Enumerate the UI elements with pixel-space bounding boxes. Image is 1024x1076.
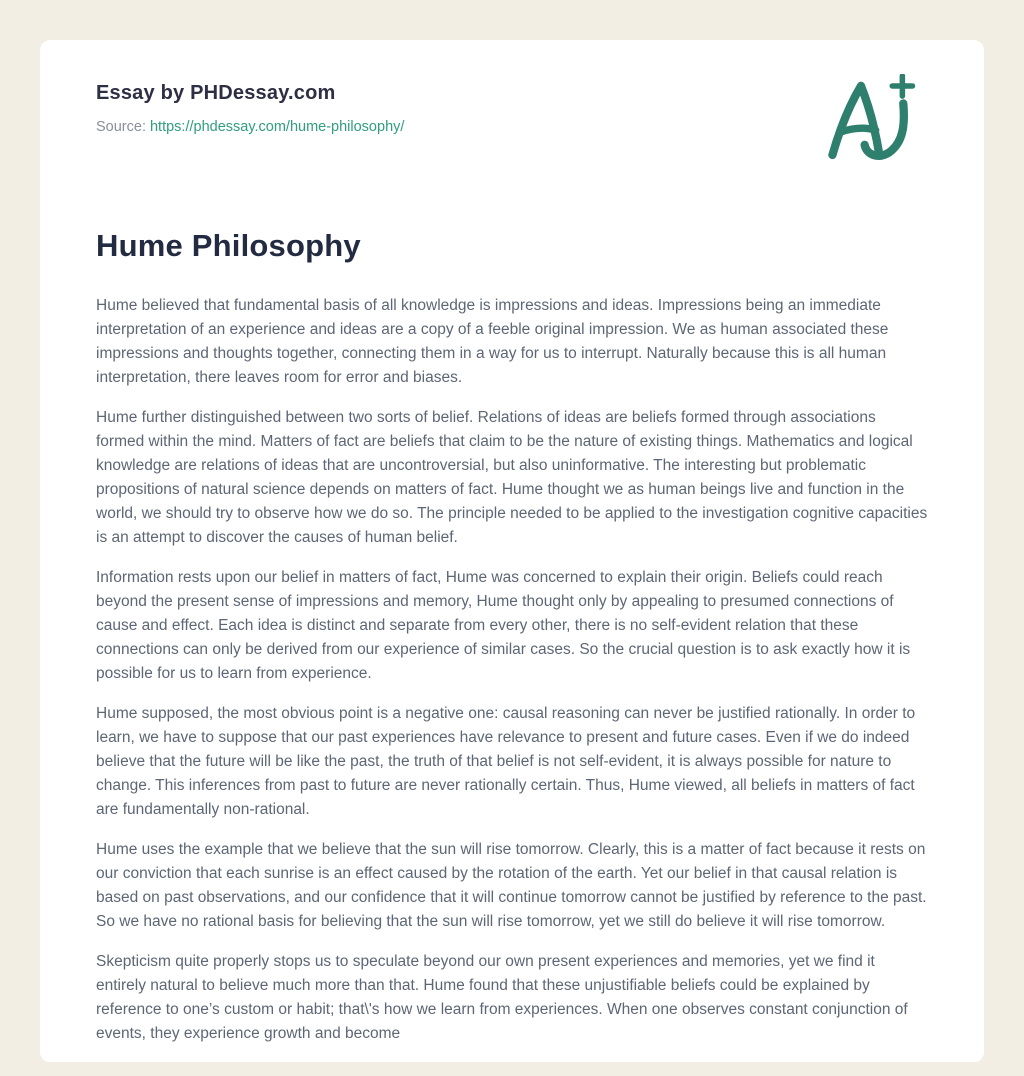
phdessay-aj-logo-icon: [820, 74, 924, 166]
card-header: [96, 82, 928, 166]
essay-title: Hume Philosophy: [96, 228, 361, 263]
essay-body: [96, 294, 928, 1046]
header-text: [96, 82, 404, 135]
source-link[interactable]: https://phdessay.com/hume-philosophy/: [149, 119, 405, 135]
source-label: Source:: [96, 119, 146, 135]
essay-byline: Essay by PHDessay.com: [96, 82, 336, 104]
essay-paragraph: Information rests upon our belief in matters of fact, Hume was concerned to explain their origin. Beliefs could reach beyond the present sense of impressions and memory, Hume thought only by appealing to presumed connections of cause and effect. Each idea is distinct and separate from every other, there is no self-evident relation that these connections can only be derived from our experience of similar cases. So the crucial question is to ask exactly how it is possible for us to learn from experience.: [96, 569, 911, 682]
essay-paragraph: Hume uses the example that we believe that the sun will rise tomorrow. Clearly, this is a matter of fact because it rests on our conviction that each sunrise is an effect caused by the rotation of the earth. Yet our belief in that causal relation is based on past observations, and our confidence that it will continue tomorrow cannot be justified by reference to the past. So we have no rational basis for believing that the sun will rise tomorrow, yet we still do believe it will rise tomorrow.: [96, 841, 927, 930]
essay-card: [40, 40, 984, 1062]
essay-paragraph: Hume supposed, the most obvious point is a negative one: causal reasoning can never be justified rationally. In order to learn, we have to suppose that our past experiences have relevance to present and future cases. Even if we do indeed believe that the future will be like the past, the truth of that belief is not self-evident, it is always possible for nature to change. This inferences from past to future are never rationally certain. Thus, Hume viewed, all beliefs in matters of fact are fundamentally non-rational.: [96, 705, 916, 818]
essay-paragraph: Skepticism quite properly stops us to speculate beyond our own present experiences and memories, yet we find it entirely natural to believe much more than that. Hume found that these unjustifiable beliefs could be explained by reference to one’s custom or habit; that\'s how we learn from experiences. When one observes constant conjunction of events, they experience growth and become: [96, 953, 908, 1042]
source-row: [96, 119, 404, 135]
essay-paragraph: Hume further distinguished between two sorts of belief. Relations of ideas are beliefs formed through associations formed within the mind. Matters of fact are beliefs that claim to be the nature of existing things. Mathematics and logical knowledge are relations of ideas that are uncontroversial, but also uninformative. The interesting but problematic propositions of natural science depends on matters of fact. Hume thought we as human beings live and function in the world, we should try to observe how we do so. The principle needed to be applied to the investigation cognitive capacities is an attempt to discover the causes of human belief.: [96, 409, 928, 546]
essay-paragraph: Hume believed that fundamental basis of all knowledge is impressions and ideas. Impressions being an immediate interpretation of an experience and ideas are a copy of a feeble original impression. We as human associated these impressions and thoughts together, connecting them in a way for us to interrupt. Naturally because this is all human interpretation, there leaves room for error and biases.: [96, 297, 889, 386]
